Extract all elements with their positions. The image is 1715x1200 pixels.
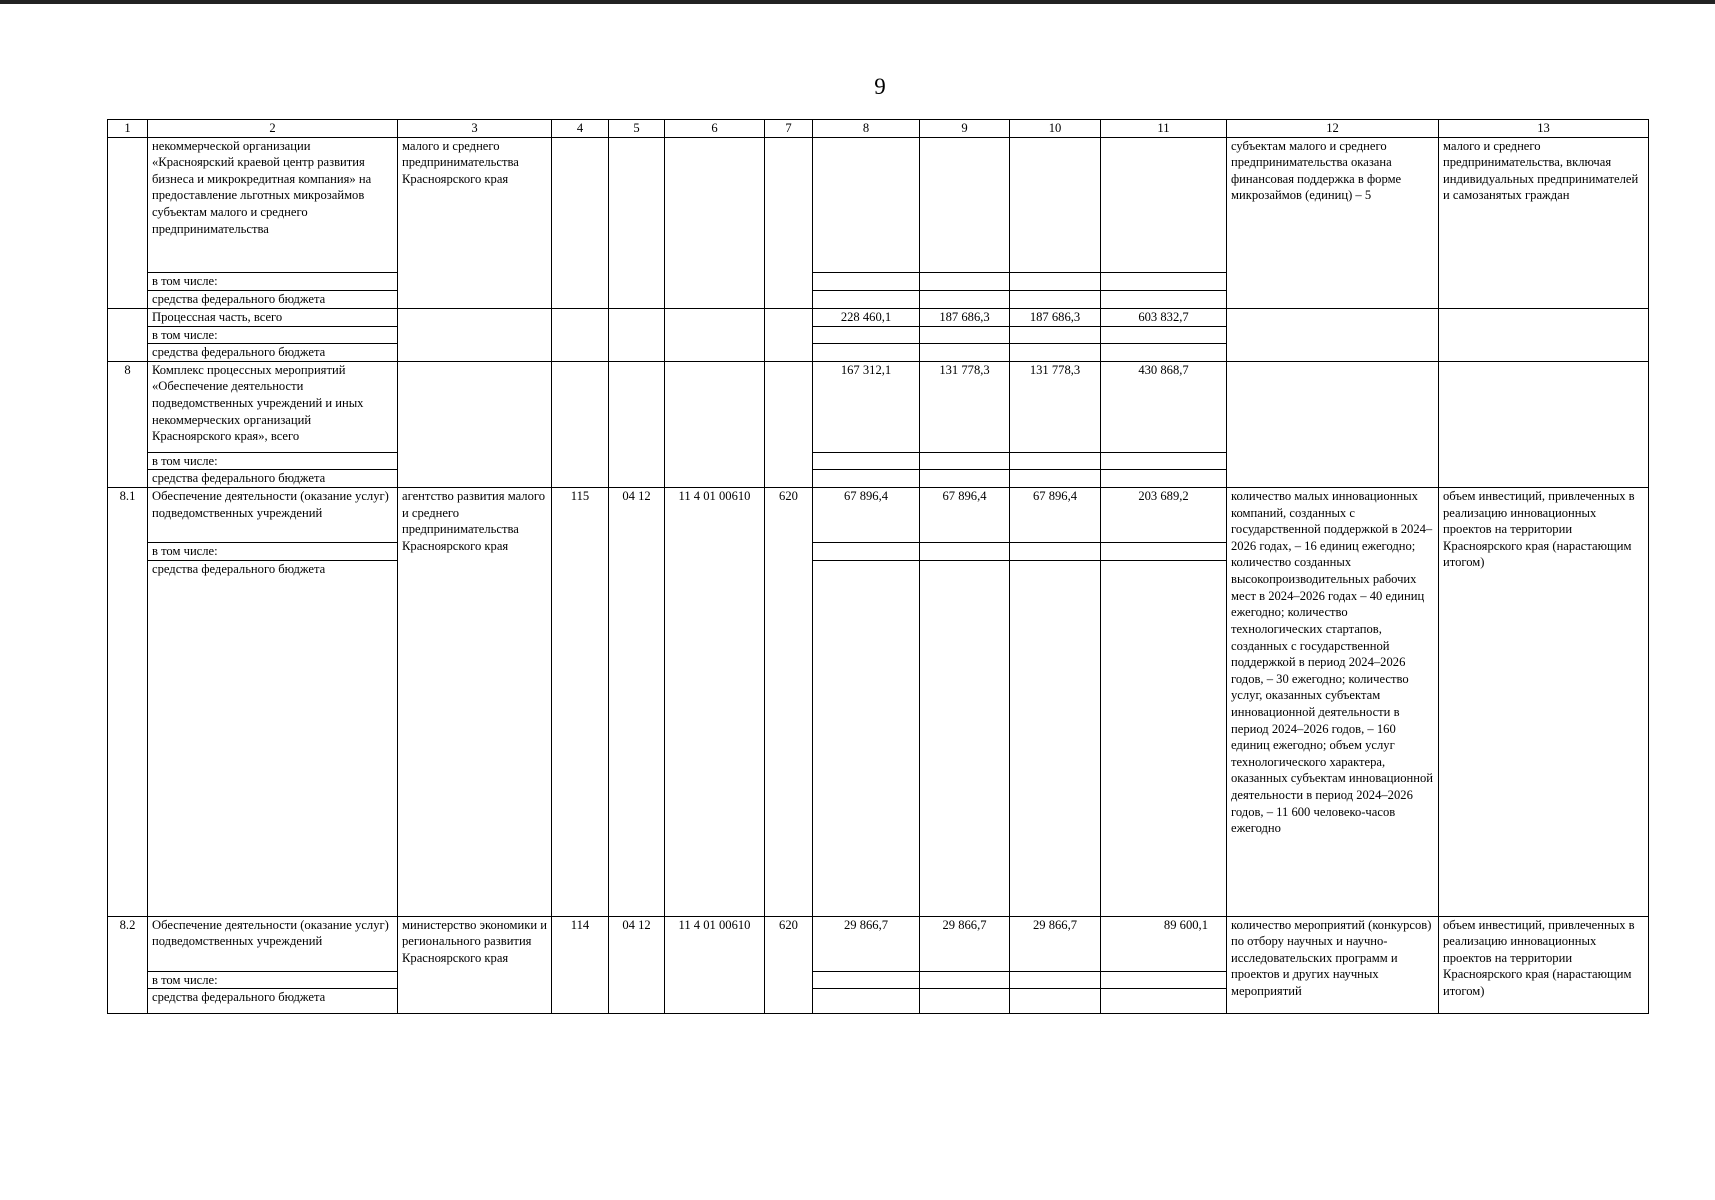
cell-year3: 187 686,3: [1010, 308, 1101, 326]
col-header: 13: [1439, 120, 1649, 138]
col-header: 1: [108, 120, 148, 138]
cell-sub-label: средства федерального бюджета: [148, 560, 398, 916]
cell-executor: агентство развития малого и среднего предпринимательства Красноярского края: [398, 488, 552, 917]
cell-grbs: 114: [552, 916, 609, 1014]
cell-year3: 131 778,3: [1010, 361, 1101, 452]
cell-result: количество мероприятий (конкурсов) по отбору научных и научно-исследовательских программ и проектов и других научных мероприятий: [1227, 916, 1439, 1014]
cell-year3: 67 896,4: [1010, 488, 1101, 543]
cell-sub-label: в том числе:: [148, 543, 398, 561]
cell-name: некоммерческой организации «Красноярский краевой центр развития бизнеса и микрокредитная компания» на предоставление льготных микрозаймов субъектам малого и среднего предпринимательства: [148, 137, 398, 272]
cell-year1: 67 896,4: [813, 488, 920, 543]
cell-rzpr: [609, 137, 665, 308]
cell-year2: 187 686,3: [920, 308, 1010, 326]
cell-year2: [920, 137, 1010, 272]
cell-executor: министерство экономики и регионального развития Красноярского края: [398, 916, 552, 1014]
cell-vr: 620: [765, 488, 813, 917]
col-header: 11: [1101, 120, 1227, 138]
table-row: [108, 308, 1649, 326]
cell-total: 603 832,7: [1101, 308, 1227, 326]
scan-top-edge: [0, 0, 1715, 4]
page-number: 9: [874, 74, 886, 99]
cell-year3: 29 866,7: [1010, 916, 1101, 971]
col-header: 9: [920, 120, 1010, 138]
cell-csr: 11 4 01 00610: [665, 488, 765, 917]
cell-rzpr: 04 12: [609, 488, 665, 917]
col-header: 6: [665, 120, 765, 138]
cell-sub-label: средства федерального бюджета: [148, 290, 398, 308]
cell-total: [1101, 137, 1227, 272]
col-header: 5: [609, 120, 665, 138]
table-row: [108, 916, 1649, 971]
cell-name: Обеспечение деятельности (оказание услуг) подведомственных учреждений: [148, 488, 398, 543]
cell-vr: 620: [765, 916, 813, 1014]
cell-rzpr: 04 12: [609, 916, 665, 1014]
column-number-row: [108, 120, 1649, 138]
table-row: [108, 361, 1649, 452]
cell-total: 89 600,1: [1101, 916, 1227, 971]
cell-num: 8.1: [108, 488, 148, 917]
cell-executor: малого и среднего предпринимательства Красноярского края: [398, 137, 552, 308]
cell-name: Обеспечение деятельности (оказание услуг) подведомственных учреждений: [148, 916, 398, 971]
cell-name: Процессная часть, всего: [148, 308, 398, 326]
col-header: 8: [813, 120, 920, 138]
col-header: 10: [1010, 120, 1101, 138]
cell-year2: 67 896,4: [920, 488, 1010, 543]
cell-indicator: объем инвестиций, привлеченных в реализацию инновационных проектов на территории Красноярского края (нарастающим итогом): [1439, 488, 1649, 917]
cell-sub-label: в том числе:: [148, 452, 398, 470]
col-header: 12: [1227, 120, 1439, 138]
cell-num: 8: [108, 361, 148, 487]
cell-total: 203 689,2: [1101, 488, 1227, 543]
cell-csr: 11 4 01 00610: [665, 916, 765, 1014]
cell-indicator: малого и среднего предпринимательства, включая индивидуальных предпринимателей и самозанятых граждан: [1439, 137, 1649, 308]
cell-num: [108, 308, 148, 361]
cell-vr: [765, 137, 813, 308]
cell-year1: 167 312,1: [813, 361, 920, 452]
cell-year1: 29 866,7: [813, 916, 920, 971]
col-header: 2: [148, 120, 398, 138]
col-header: 7: [765, 120, 813, 138]
cell-grbs: [552, 137, 609, 308]
cell-sub-label: в том числе:: [148, 971, 398, 989]
cell-year3: [1010, 137, 1101, 272]
cell-sub-label: в том числе:: [148, 272, 398, 290]
col-header: 4: [552, 120, 609, 138]
cell-year1: 228 460,1: [813, 308, 920, 326]
cell-year2: 131 778,3: [920, 361, 1010, 452]
table-row: [108, 137, 1649, 272]
cell-year1: [813, 137, 920, 272]
cell-sub-label: средства федерального бюджета: [148, 470, 398, 488]
table-row: [108, 488, 1649, 543]
col-header: 3: [398, 120, 552, 138]
cell-csr: [665, 137, 765, 308]
cell-name: Комплекс процессных мероприятий «Обеспечение деятельности подведомственных учреждений и иных некоммерческих организаций Красноярского края», всего: [148, 361, 398, 452]
cell-total: 430 868,7: [1101, 361, 1227, 452]
cell-num: 8.2: [108, 916, 148, 1014]
cell-year2: 29 866,7: [920, 916, 1010, 971]
program-table: [107, 119, 1649, 1014]
cell-sub-label: средства федерального бюджета: [148, 344, 398, 362]
cell-result: субъектам малого и среднего предпринимательства оказана финансовая поддержка в форме микрозаймов (единиц) – 5: [1227, 137, 1439, 308]
cell-grbs: 115: [552, 488, 609, 917]
cell-indicator: объем инвестиций, привлеченных в реализацию инновационных проектов на территории Красноярского края (нарастающим итогом): [1439, 916, 1649, 1014]
cell-num: [108, 137, 148, 308]
cell-sub-label: в том числе:: [148, 326, 398, 344]
cell-result: количество малых инновационных компаний, созданных с государственной поддержкой в 2024–2026 годах, – 16 единиц ежегодно; количество созданных высокопроизводительных рабочих мест в 2024–2026 годах – 40 единиц ежегодно; количество технологических стартапов, созданных с государственной поддержкой в период 2024–2026 годов, – 30 ежегодно; количество услуг, оказанных субъектам инновационной деятельности в период 2024–2026 годов, – 160 единиц ежегодно; объем услуг технологического характера, оказанных субъектам инновационной деятельности в период 2024–2026 годов, – 11 600 человеко-часов ежегодно: [1227, 488, 1439, 917]
cell-sub-label: средства федерального бюджета: [148, 989, 398, 1014]
